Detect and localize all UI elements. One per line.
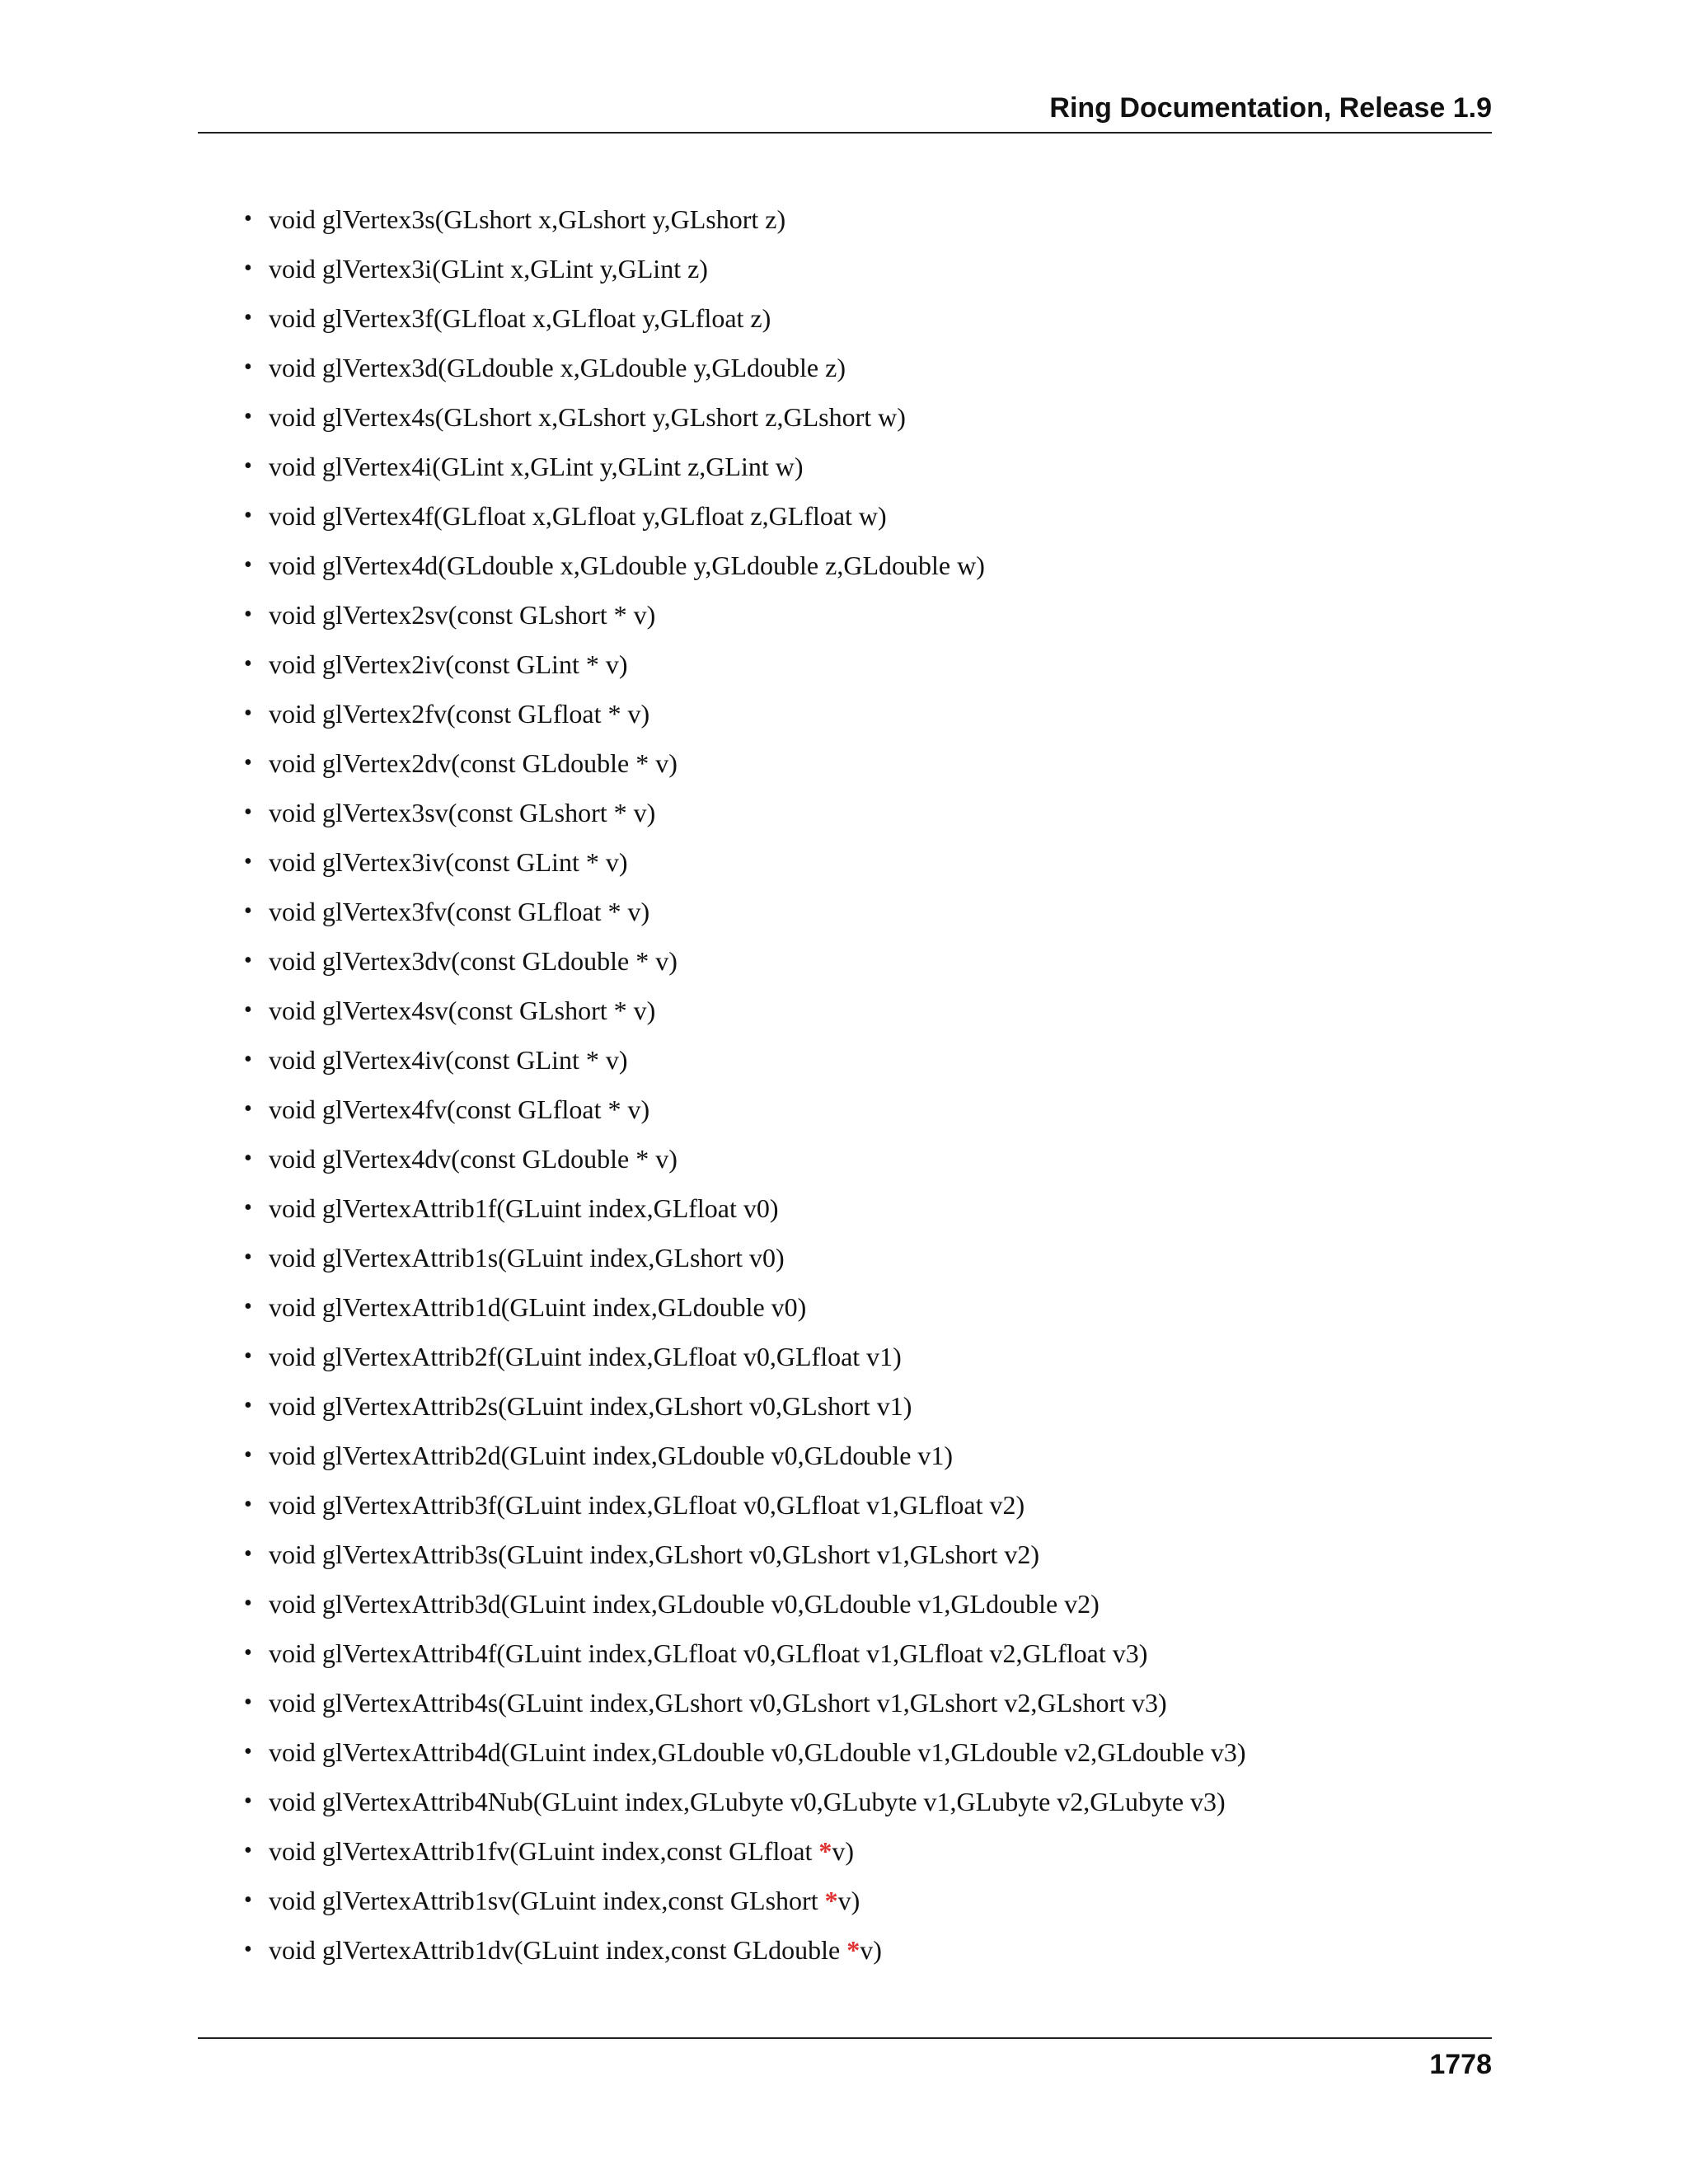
list-item: [239, 1629, 1475, 1678]
bullet-icon: •: [244, 849, 252, 874]
list-item: [239, 837, 1475, 887]
function-signature: void glVertex2sv(const GLshort * v): [269, 600, 656, 630]
function-signature-tail: v): [832, 1836, 855, 1866]
list-item: [239, 1134, 1475, 1183]
bullet-icon: •: [244, 750, 252, 776]
list-item: [239, 1777, 1475, 1826]
bullet-icon: •: [244, 1096, 252, 1122]
function-signature: void glVertex2iv(const GLint * v): [269, 649, 628, 679]
list-item: [239, 1183, 1475, 1233]
function-signature: void glVertex4dv(const GLdouble * v): [269, 1144, 678, 1174]
list-item: [239, 1876, 1475, 1925]
function-list: [239, 194, 1475, 1975]
function-signature: void glVertex4s(GLshort x,GLshort y,GLshort z,GLshort w): [269, 402, 906, 432]
function-signature: void glVertex3i(GLint x,GLint y,GLint z): [269, 254, 708, 284]
bullet-icon: •: [244, 1195, 252, 1221]
list-item: [239, 689, 1475, 738]
list-item: [239, 590, 1475, 640]
function-signature: void glVertexAttrib1dv(GLuint index,const GLdouble: [269, 1935, 847, 1965]
function-signature: void glVertex3sv(const GLshort * v): [269, 798, 656, 827]
list-item: [239, 1530, 1475, 1579]
function-signature: void glVertex4f(GLfloat x,GLfloat y,GLfloat z,GLfloat w): [269, 501, 887, 531]
list-item: [239, 1826, 1475, 1876]
bullet-icon: •: [244, 552, 252, 578]
list-item: [239, 1579, 1475, 1629]
bullet-icon: •: [244, 354, 252, 380]
bullet-icon: •: [244, 997, 252, 1023]
list-item: [239, 244, 1475, 293]
list-item: [239, 1233, 1475, 1282]
list-item: [239, 738, 1475, 788]
list-item: [239, 986, 1475, 1035]
list-item: [239, 1727, 1475, 1777]
bullet-icon: •: [244, 453, 252, 479]
bullet-icon: •: [244, 1146, 252, 1171]
bullet-icon: •: [244, 651, 252, 677]
bullet-icon: •: [244, 1393, 252, 1418]
list-item: [239, 788, 1475, 837]
list-item: [239, 293, 1475, 343]
bullet-icon: •: [244, 1838, 252, 1863]
function-signature: void glVertex3fv(const GLfloat * v): [269, 897, 650, 926]
function-signature: void glVertexAttrib2s(GLuint index,GLshort v0,GLshort v1): [269, 1391, 912, 1421]
function-signature: void glVertex3d(GLdouble x,GLdouble y,GLdouble z): [269, 353, 846, 382]
bullet-icon: •: [244, 206, 252, 232]
bullet-icon: •: [244, 1690, 252, 1715]
page-header: [198, 82, 1492, 134]
bullet-icon: •: [244, 948, 252, 973]
page-footer: [198, 2037, 1492, 2080]
bullet-icon: •: [244, 503, 252, 528]
bullet-icon: •: [244, 1492, 252, 1517]
bullet-icon: •: [244, 602, 252, 627]
list-item: [239, 887, 1475, 936]
bullet-icon: •: [244, 1591, 252, 1616]
main-content: [239, 194, 1475, 1975]
bullet-icon: •: [244, 1294, 252, 1319]
bullet-icon: •: [244, 701, 252, 726]
list-item: [239, 1282, 1475, 1332]
list-item: [239, 1480, 1475, 1530]
list-item: [239, 1678, 1475, 1727]
bullet-icon: •: [244, 1343, 252, 1369]
function-signature: void glVertexAttrib3s(GLuint index,GLshort v0,GLshort v1,GLshort v2): [269, 1540, 1039, 1569]
page-number: 1778: [1429, 2049, 1492, 2080]
list-item: [239, 1381, 1475, 1431]
list-item: [239, 194, 1475, 244]
bullet-icon: •: [244, 898, 252, 924]
bullet-icon: •: [244, 799, 252, 825]
list-item: [239, 1925, 1475, 1975]
function-signature: void glVertexAttrib3f(GLuint index,GLfloat v0,GLfloat v1,GLfloat v2): [269, 1490, 1025, 1520]
list-item: [239, 1085, 1475, 1134]
bullet-icon: •: [244, 1887, 252, 1913]
function-signature: void glVertex4iv(const GLint * v): [269, 1045, 628, 1075]
document-title: Ring Documentation, Release 1.9: [1049, 92, 1492, 124]
function-signature: void glVertexAttrib4d(GLuint index,GLdouble v0,GLdouble v1,GLdouble v2,GLdouble v3): [269, 1737, 1246, 1767]
function-signature: void glVertexAttrib1fv(GLuint index,const GLfloat: [269, 1836, 819, 1866]
function-signature-tail: v): [837, 1886, 860, 1915]
list-item: [239, 541, 1475, 590]
function-signature: void glVertex2dv(const GLdouble * v): [269, 748, 678, 778]
function-signature: void glVertex3s(GLshort x,GLshort y,GLshort z): [269, 204, 786, 234]
function-signature: void glVertex4sv(const GLshort * v): [269, 996, 656, 1025]
bullet-icon: •: [244, 1640, 252, 1666]
list-item: [239, 936, 1475, 986]
function-signature: void glVertexAttrib4s(GLuint index,GLshort v0,GLshort v1,GLshort v2,GLshort v3): [269, 1688, 1167, 1718]
function-signature: void glVertexAttrib1s(GLuint index,GLshort v0): [269, 1243, 785, 1272]
function-signature: void glVertex3dv(const GLdouble * v): [269, 946, 678, 976]
function-signature: void glVertexAttrib3d(GLuint index,GLdouble v0,GLdouble v1,GLdouble v2): [269, 1589, 1100, 1619]
bullet-icon: •: [244, 1047, 252, 1072]
bullet-icon: •: [244, 404, 252, 429]
list-item: [239, 640, 1475, 689]
function-signature: void glVertexAttrib4Nub(GLuint index,GLubyte v0,GLubyte v1,GLubyte v2,GLubyte v3): [269, 1787, 1226, 1816]
list-item: [239, 1431, 1475, 1480]
bullet-icon: •: [244, 305, 252, 330]
function-signature: void glVertex2fv(const GLfloat * v): [269, 699, 650, 729]
bullet-icon: •: [244, 1541, 252, 1567]
function-signature: void glVertexAttrib2f(GLuint index,GLfloat v0,GLfloat v1): [269, 1342, 902, 1371]
bullet-icon: •: [244, 1244, 252, 1270]
list-item: [239, 491, 1475, 541]
list-item: [239, 343, 1475, 392]
function-signature: void glVertex4d(GLdouble x,GLdouble y,GLdouble z,GLdouble w): [269, 551, 985, 580]
function-signature: void glVertexAttrib1f(GLuint index,GLfloat v0): [269, 1193, 779, 1223]
pointer-asterisk: *: [846, 1935, 860, 1965]
function-signature: void glVertexAttrib4f(GLuint index,GLfloat v0,GLfloat v1,GLfloat v2,GLfloat v3): [269, 1638, 1148, 1668]
bullet-icon: •: [244, 1788, 252, 1814]
function-signature: void glVertex4fv(const GLfloat * v): [269, 1094, 650, 1124]
pointer-asterisk: *: [818, 1836, 832, 1866]
function-signature: void glVertexAttrib2d(GLuint index,GLdouble v0,GLdouble v1): [269, 1441, 954, 1470]
function-signature: void glVertex3f(GLfloat x,GLfloat y,GLfloat z): [269, 303, 771, 333]
function-signature: void glVertex3iv(const GLint * v): [269, 847, 628, 877]
bullet-icon: •: [244, 1937, 252, 1962]
list-item: [239, 1332, 1475, 1381]
list-item: [239, 1035, 1475, 1085]
bullet-icon: •: [244, 255, 252, 281]
function-signature-tail: v): [860, 1935, 882, 1965]
list-item: [239, 442, 1475, 491]
function-signature: void glVertexAttrib1sv(GLuint index,const GLshort: [269, 1886, 825, 1915]
list-item: [239, 392, 1475, 442]
function-signature: void glVertex4i(GLint x,GLint y,GLint z,GLint w): [269, 452, 804, 481]
function-signature: void glVertexAttrib1d(GLuint index,GLdouble v0): [269, 1292, 807, 1322]
bullet-icon: •: [244, 1739, 252, 1765]
pointer-asterisk: *: [824, 1886, 838, 1915]
bullet-icon: •: [244, 1442, 252, 1468]
